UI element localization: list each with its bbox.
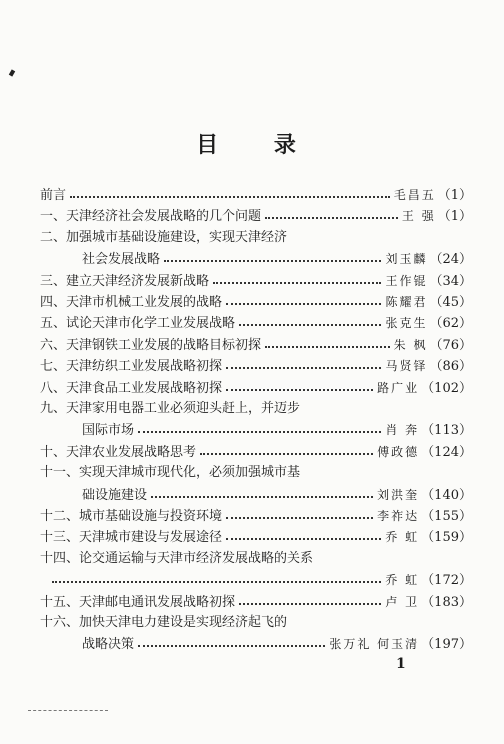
entry-page: （24） — [429, 252, 472, 268]
toc-entry — [40, 464, 472, 482]
entry-title: 六、天津钢铁工业发展的战略目标初探 — [40, 337, 262, 353]
scan-artifact — [28, 710, 108, 711]
entry-page: （1） — [437, 209, 472, 225]
toc-entry — [40, 507, 472, 525]
title-text: 目 录 — [196, 132, 320, 158]
leader-dots — [226, 389, 373, 391]
entry-title: 一、天津经济社会发展战略的几个问题 — [40, 209, 262, 225]
page-title — [0, 128, 504, 159]
entry-page: （140） — [421, 487, 472, 503]
entry-title: 前言 — [40, 188, 67, 203]
entry-title: 十四、论交通运输与天津市经济发展战略的关系 — [40, 550, 314, 566]
entry-author: 傅政德 — [377, 444, 420, 459]
toc-entry — [40, 357, 472, 375]
entry-title: 国际市场 — [82, 423, 135, 439]
entry-title: 十二、城市基础设施与投资环境 — [40, 509, 223, 524]
leader-dots — [213, 282, 381, 284]
leader-dots — [70, 196, 390, 198]
entry-author: 马贤铎 — [385, 359, 428, 374]
entry-author: 乔 虹 — [385, 530, 420, 545]
entry-title: 础设施建设 — [82, 487, 148, 503]
entry-title: 三、建立天津经济发展新战略 — [40, 273, 210, 289]
entry-author: 路广业 — [377, 380, 420, 395]
leader-dots — [226, 517, 373, 519]
entry-page: （172） — [421, 573, 472, 589]
entry-title: 九、天津家用电器工业必须迎头赶上，并迈步 — [40, 401, 301, 416]
entry-author: 王 强 — [401, 209, 436, 224]
scan-mark — [9, 69, 15, 76]
entry-author: 肖 奔 — [385, 423, 420, 438]
toc-entry — [40, 314, 472, 332]
entry-author: 卢 卫 — [385, 594, 420, 609]
leader-dots — [239, 603, 381, 605]
entry-page: （159） — [421, 530, 472, 546]
entry-page: （183） — [421, 594, 472, 610]
leader-dots — [226, 303, 381, 305]
toc-entry — [40, 550, 472, 568]
entry-title: 四、天津市机械工业发展的战略 — [40, 295, 223, 310]
leader-dots — [52, 581, 381, 583]
toc-entry — [40, 379, 472, 397]
entry-title: 战略决策 — [82, 637, 135, 653]
entry-page: （45） — [429, 295, 472, 310]
leader-dots — [138, 431, 381, 433]
entry-page: （124） — [421, 444, 472, 460]
toc-entry — [40, 207, 472, 225]
leader-dots — [265, 346, 390, 348]
entry-title: 十三、天津城市建设与发展途径 — [40, 530, 223, 546]
toc-entry — [40, 614, 472, 632]
toc-entry — [40, 400, 472, 418]
entry-page: （1） — [437, 188, 472, 203]
entry-page: （76） — [429, 337, 472, 353]
entry-title: 八、天津食品工业发展战略初探 — [40, 380, 223, 396]
toc-entry-continued — [40, 421, 472, 439]
leader-dots — [226, 367, 381, 369]
entry-title: 二、加强城市基础设施建设，实现天津经济 — [40, 229, 288, 245]
entry-page: （155） — [421, 509, 472, 524]
toc-entry — [40, 186, 472, 204]
entry-author: 王作锟 — [385, 273, 428, 288]
toc-entry-continued — [40, 635, 472, 653]
leader-dots — [226, 538, 381, 540]
toc-entry — [40, 229, 472, 247]
entry-author: 张万礼 何玉清 — [329, 637, 420, 652]
toc-entry — [40, 336, 472, 354]
entry-title: 十一、实现天津城市现代化，必须加强城市基 — [40, 465, 301, 481]
entry-author: 张克生 — [385, 316, 428, 331]
entry-title: 十、天津农业发展战略思考 — [40, 444, 197, 460]
toc-entry-continued — [40, 250, 472, 268]
entry-author: 刘洪奎 — [377, 487, 420, 502]
entry-page: （62） — [429, 316, 472, 332]
entry-author: 朱 枫 — [393, 337, 428, 352]
leader-dots — [265, 217, 398, 219]
leader-dots — [164, 260, 381, 262]
entry-author: 陈耀君 — [385, 295, 428, 309]
toc-entry — [40, 593, 472, 611]
leader-dots — [151, 496, 373, 498]
entry-title: 七、天津纺织工业发展战略初探 — [40, 359, 223, 375]
toc-entry — [40, 293, 472, 311]
toc-entry — [40, 528, 472, 546]
toc-entry — [40, 443, 472, 461]
entry-title: 社会发展战略 — [82, 252, 161, 268]
leader-dots — [200, 453, 373, 455]
leader-dots — [239, 324, 381, 326]
leader-dots — [138, 645, 325, 647]
entry-page: （34） — [429, 273, 472, 289]
toc-entry-continued — [40, 571, 472, 589]
entry-author: 李祚达 — [377, 509, 420, 523]
toc-entry — [40, 272, 472, 290]
entry-title: 十六、加快天津电力建设是实现经济起飞的 — [40, 615, 288, 630]
entry-page: （102） — [421, 380, 472, 396]
entry-page: （113） — [421, 423, 472, 439]
entry-author: 乔 虹 — [385, 573, 420, 588]
entry-page: （197） — [421, 637, 472, 653]
entry-page: （86） — [429, 359, 472, 375]
entry-title: 十五、天津邮电通讯发展战略初探 — [40, 594, 236, 610]
entry-title: 五、试论天津市化学工业发展战略 — [40, 316, 236, 332]
page-number: 1 — [396, 656, 406, 672]
entry-author: 毛昌五 — [393, 188, 436, 202]
toc-entry-continued — [40, 486, 472, 504]
entry-author: 刘玉麟 — [385, 252, 428, 267]
